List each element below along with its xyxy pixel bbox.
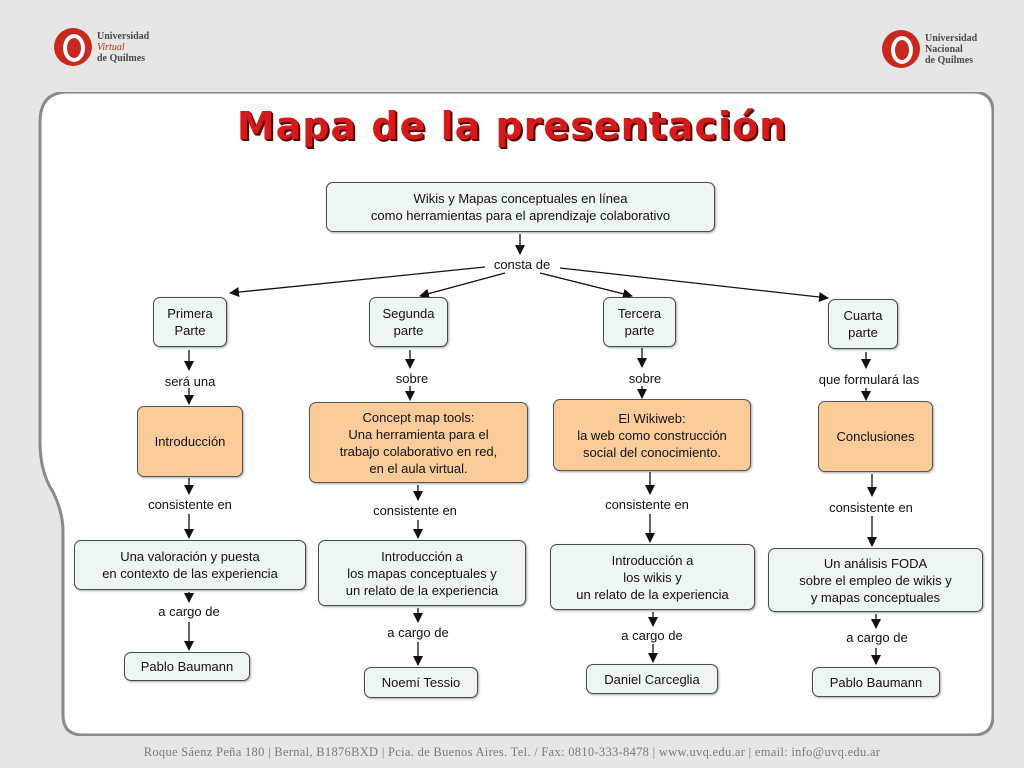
detail-node-2: Introducción a los mapas conceptuales y un relato de la experiencia	[318, 540, 526, 606]
link-label: consistente en	[148, 497, 232, 512]
detail-node-3: Introducción a los wikis y un relato de la experiencia	[550, 544, 755, 610]
link-label: a cargo de	[158, 604, 220, 619]
detail-node-4: Un análisis FODA sobre el empleo de wikis y y mapas conceptuales	[768, 548, 983, 612]
link-label: sobre	[395, 371, 429, 386]
author-node-4: Pablo Baumann	[812, 667, 940, 697]
detail-node-1: Una valoración y puesta en contexto de las experiencia	[74, 540, 306, 590]
topic-node-3: El Wikiweb: la web como construcción social del conocimiento.	[553, 399, 751, 471]
part-node-3: Tercera parte	[603, 297, 676, 347]
link-label: sobre	[628, 371, 662, 386]
link-label: a cargo de	[846, 630, 908, 645]
logo-right-line2: Nacional	[925, 43, 963, 55]
topic-node-1: Introducción	[137, 406, 243, 477]
link-label: consistente en	[829, 500, 913, 515]
logo-left-line1: Universidad	[97, 30, 150, 42]
topic-node-2: Concept map tools: Una herramienta para el trabajo colaborativo en red, en el aula virtual.	[309, 402, 528, 483]
part-node-4: Cuarta parte	[828, 299, 898, 349]
topic-node-4: Conclusiones	[818, 401, 933, 472]
link-label: consistente en	[373, 503, 457, 518]
page-title: Mapa de la presentación	[236, 104, 788, 148]
author-node-1: Pablo Baumann	[124, 652, 250, 681]
link-label: a cargo de	[387, 625, 449, 640]
footer-contact: Roque Sáenz Peña 180 | Bernal, B1876BXD | Pcia. de Buenos Aires. Tel. / Fax: 0810-333-8478 | www.uvq.edu.ar | email: info@uvq.edu.ar	[143, 745, 881, 759]
link-consta-de: consta de	[493, 257, 551, 272]
root-node: Wikis y Mapas conceptuales en línea como herramientas para el aprendizaje colaborativo	[326, 182, 715, 232]
link-label: que formulará las	[818, 372, 920, 387]
logo-right-line3: de Quilmes	[925, 54, 974, 66]
part-node-2: Segunda parte	[369, 297, 448, 347]
logo-left-line3: de Quilmes	[97, 52, 146, 64]
link-label: a cargo de	[621, 628, 683, 643]
author-node-3: Daniel Carceglia	[586, 664, 718, 694]
author-node-2: Noemí Tessio	[364, 667, 478, 698]
link-label: consistente en	[605, 497, 689, 512]
logo-right-line1: Universidad	[925, 32, 978, 44]
part-node-1: Primera Parte	[153, 297, 227, 347]
link-label: será una	[164, 374, 216, 389]
logo-left-line2: Virtual	[97, 41, 125, 53]
